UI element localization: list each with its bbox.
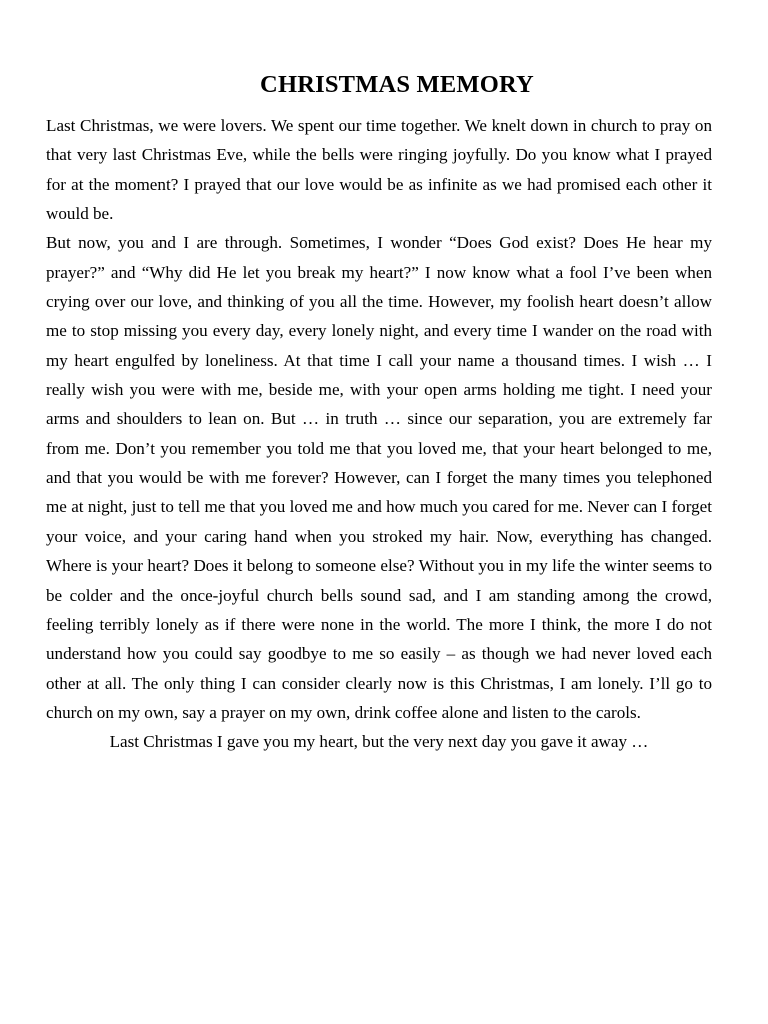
closing-line: Last Christmas I gave you my heart, but the very next day you gave it away … — [109, 732, 649, 752]
document-title: CHRISTMAS MEMORY — [260, 71, 534, 98]
document-page — [46, 66, 712, 757]
paragraph-body: But now, you and I are through. Sometimes, I wonder “Does God exist? Does He hear my prayer?” and “Why did He let you break my heart?” I now know what a fool I’ve been when crying over our love, and thinking of you all the time. However, my foolish heart doesn’t allow me to stop missing you every day, every lonely night, and every time I wander on the road with my heart engulfed by loneliness. At that time I call your name a thousand times. I wish … I really wish you were with me, beside me, with your open arms holding me tight. I need your arms and shoulders to lean on. But … in truth … since our separation, you are extremely far from me. Don’t you remember you told me that you loved me, that your heart belonged to me, and that you would be with me forever? However, can I forget the many times you telephoned me at night, just to tell me that you loved me and how much you cared for me. Never can I forget your voice, and your caring hand when you stroked my hair. Now, everything has changed. Where is your heart? Does it belong to someone else? Without you in my life the winter seems to be colder and the once-joyful church bells sound sad, and I am standing among the crowd, feeling terribly lonely as if there were none in the world. The more I think, the more I do not understand how you could say goodbye to me so easily – as though we had never loved each other at all. The only thing I can consider clearly now is this Christmas, I am lonely. I’ll go to church on my own, say a prayer on my own, drink coffee alone and listen to the carols. — [46, 233, 712, 722]
paragraph-intro: Last Christmas, we were lovers. We spent our time together. We knelt down in church to pray on that very last Christmas Eve, while the bells were ringing joyfully. Do you know what I prayed for at the moment? I prayed that our love would be as infinite as we had promised each other it would be. — [46, 116, 712, 224]
